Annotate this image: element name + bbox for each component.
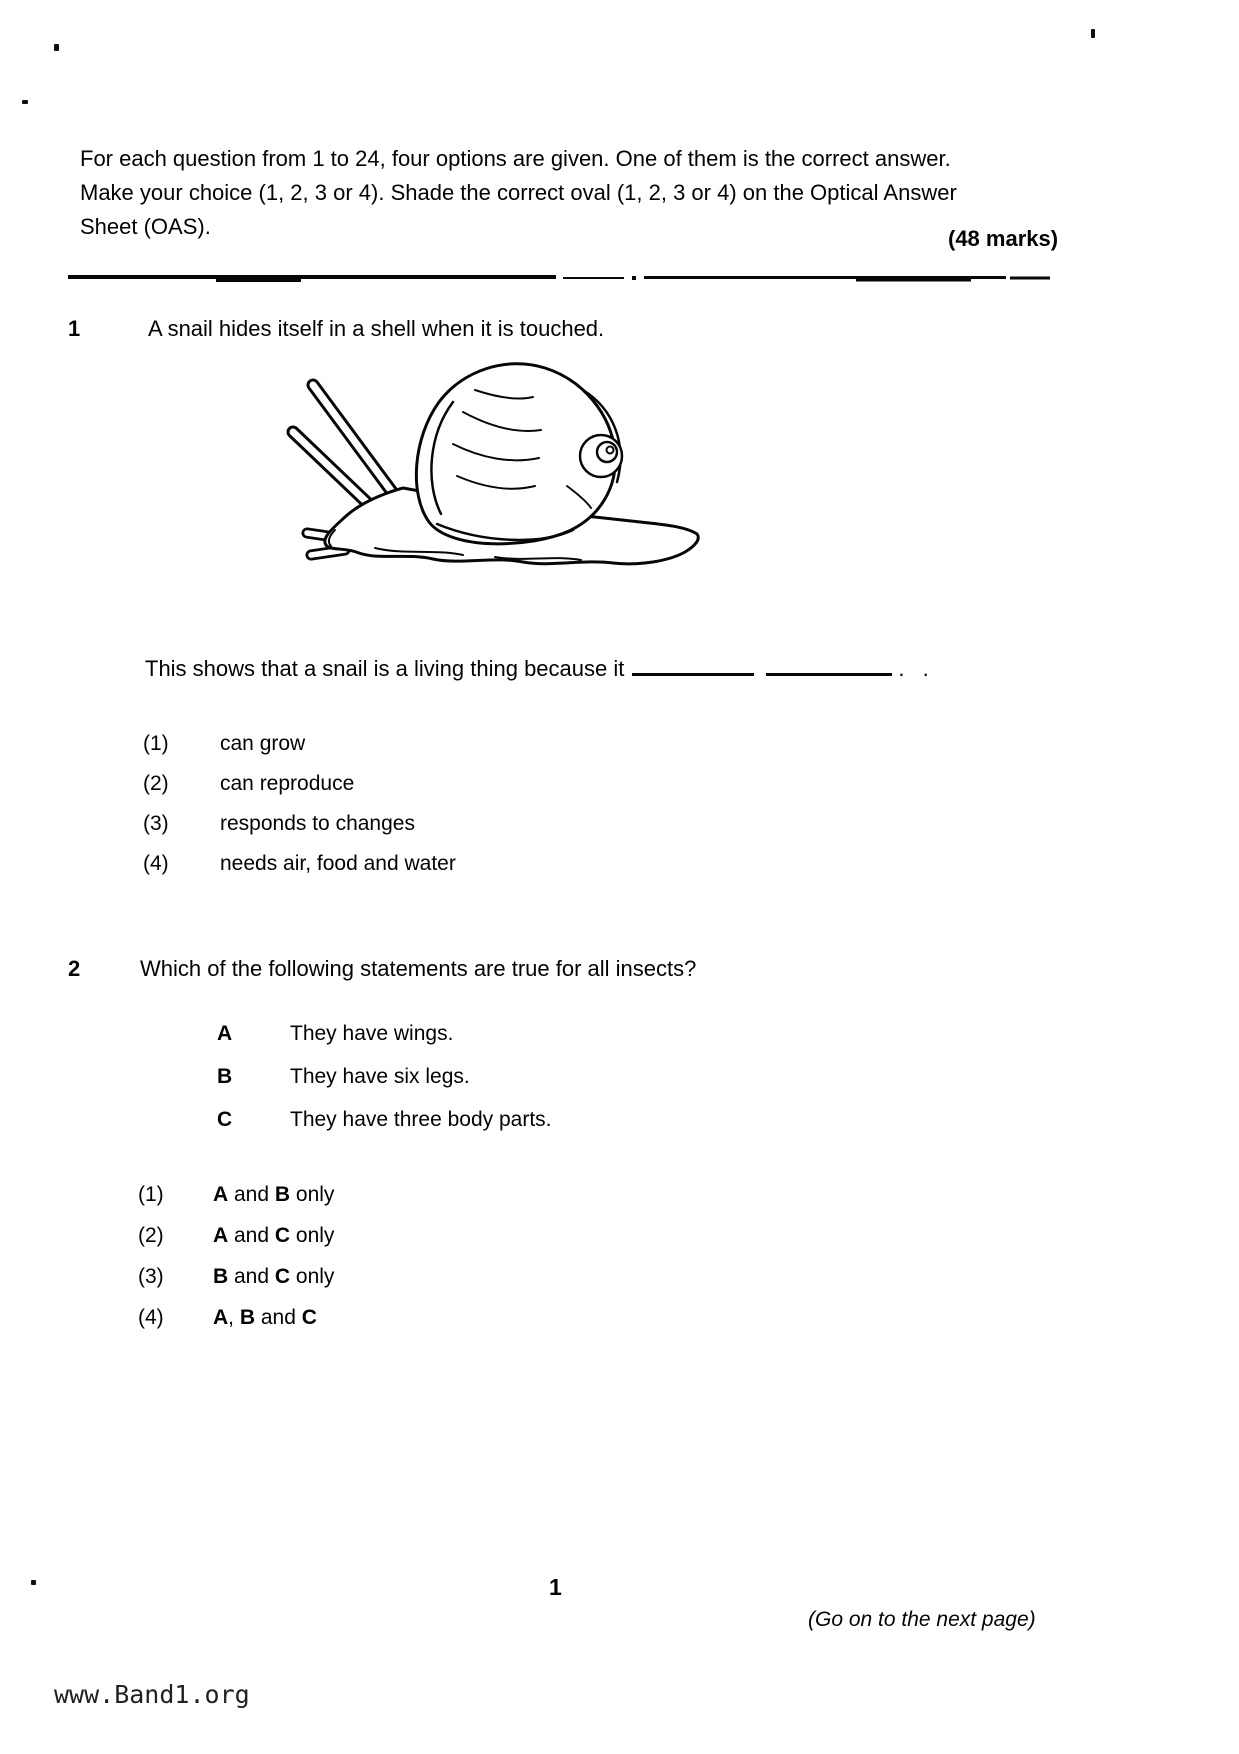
watermark-url: www.Band1.org — [54, 1680, 250, 1709]
scan-noise-dot — [31, 1580, 36, 1585]
option-text: can grow — [220, 732, 306, 755]
prompt-text: This shows that a snail is a living thing because it — [145, 656, 625, 681]
option-row — [138, 1215, 334, 1256]
option-row — [143, 764, 456, 804]
marks-total: (48 marks) — [948, 226, 1059, 251]
scan-noise-dot — [54, 44, 59, 51]
continuation-note: (Go on to the next page) — [808, 1608, 1036, 1631]
option-row — [143, 724, 456, 764]
option-label: (3) — [143, 812, 169, 835]
statement-text: They have wings. — [290, 1022, 454, 1045]
option-label: (1) — [138, 1183, 164, 1206]
option-text: A and B only — [213, 1183, 335, 1206]
answer-blank-1 — [632, 656, 754, 676]
option-row — [138, 1174, 334, 1215]
snail-figure — [283, 352, 710, 574]
statement-label: C — [217, 1108, 233, 1131]
question-1-text: A snail hides itself in a shell when it is touched. — [148, 316, 605, 341]
question-1-number: 1 — [68, 316, 81, 341]
statement-row — [217, 1055, 552, 1098]
question-1-prompt — [145, 656, 935, 682]
statement-label: A — [217, 1022, 233, 1045]
question-2-statements — [217, 1012, 552, 1141]
prompt-suffix: . . — [898, 656, 935, 681]
question-2-options — [138, 1174, 334, 1338]
option-text: A and C only — [213, 1224, 335, 1247]
option-text: B and C only — [213, 1265, 335, 1288]
answer-blank-2 — [766, 656, 892, 676]
statement-row — [217, 1012, 552, 1055]
statement-label: B — [217, 1065, 233, 1088]
option-row — [138, 1297, 334, 1338]
question-2-number: 2 — [68, 956, 81, 981]
question-1-options — [143, 724, 456, 884]
statement-text: They have six legs. — [290, 1065, 470, 1088]
question-2-text: Which of the following statements are true for all insects? — [140, 956, 697, 981]
option-text: responds to changes — [220, 812, 415, 835]
option-label: (1) — [143, 732, 169, 755]
option-row — [143, 804, 456, 844]
option-text: needs air, food and water — [220, 852, 456, 875]
instructions-line-1: For each question from 1 to 24, four options are given. One of them is the correct answer. — [80, 146, 951, 171]
instructions-line-2: Make your choice (1, 2, 3 or 4). Shade the correct oval (1, 2, 3 or 4) on the Optical Answer — [80, 180, 957, 205]
option-label: (4) — [143, 852, 169, 875]
statement-row — [217, 1098, 552, 1141]
option-label: (2) — [143, 772, 169, 795]
scan-noise-dot — [1091, 29, 1095, 38]
option-label: (4) — [138, 1306, 164, 1329]
scan-noise-dot — [22, 100, 28, 104]
instructions-line-3: Sheet (OAS). — [80, 214, 211, 239]
option-row — [138, 1256, 334, 1297]
option-text: can reproduce — [220, 772, 355, 795]
option-label: (2) — [138, 1224, 164, 1247]
statement-text: They have three body parts. — [290, 1108, 552, 1131]
option-row — [143, 844, 456, 884]
page-number: 1 — [549, 1574, 562, 1600]
option-label: (3) — [138, 1265, 164, 1288]
divider-rule — [66, 272, 1056, 284]
option-text: A, B and C — [213, 1306, 317, 1329]
